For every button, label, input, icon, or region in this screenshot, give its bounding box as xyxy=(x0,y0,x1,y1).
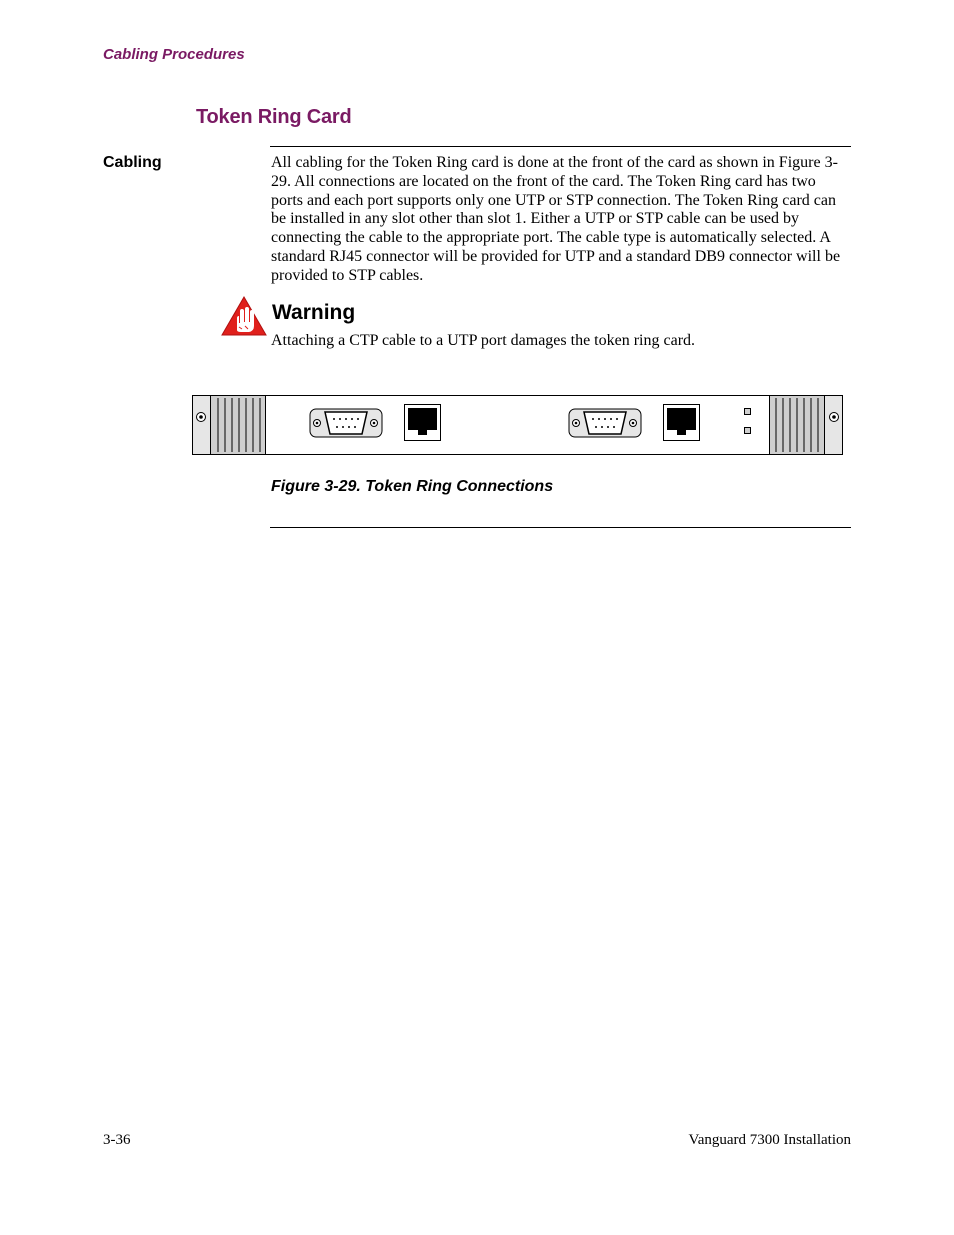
warning-text: Attaching a CTP cable to a UTP port damages the token ring card. xyxy=(271,332,696,349)
body-paragraph: All cabling for the Token Ring card is done at the front of the card as shown in Figure 3-29. All connections are located on the front of the card. The Token Ring card has two ports and each port supports only one UTP or STP connection. The Token Ring card can be installed in any slot other than slot 1. Either a UTP or STP cable can be used by connecting the cable to the appropriate port. The cable type is automatically selected. A standard RJ45 connector will be provided for UTP and a standard DB9 connector will be provided to STP cables. xyxy=(271,154,841,284)
db9-port-1 xyxy=(310,409,382,437)
page-number: 3-36 xyxy=(103,1132,131,1148)
token-ring-card-figure xyxy=(192,395,844,456)
status-led-1 xyxy=(745,409,751,415)
section-title: Token Ring Card xyxy=(196,106,352,128)
rj45-port-2 xyxy=(664,405,700,441)
warning-title: Warning xyxy=(272,301,356,324)
warning-hand-icon xyxy=(221,296,267,336)
status-led-2 xyxy=(745,428,751,434)
left-bracket xyxy=(193,396,266,455)
bottom-rule xyxy=(270,527,851,528)
db9-port-2 xyxy=(569,409,641,437)
top-rule xyxy=(270,146,851,147)
running-header: Cabling Procedures xyxy=(103,46,245,63)
figure-caption: Figure 3-29. Token Ring Connections xyxy=(271,478,554,495)
book-title: Vanguard 7300 Installation xyxy=(688,1132,851,1148)
right-bracket xyxy=(770,396,843,455)
rj45-port-1 xyxy=(405,405,441,441)
side-label-cabling: Cabling xyxy=(103,154,162,171)
